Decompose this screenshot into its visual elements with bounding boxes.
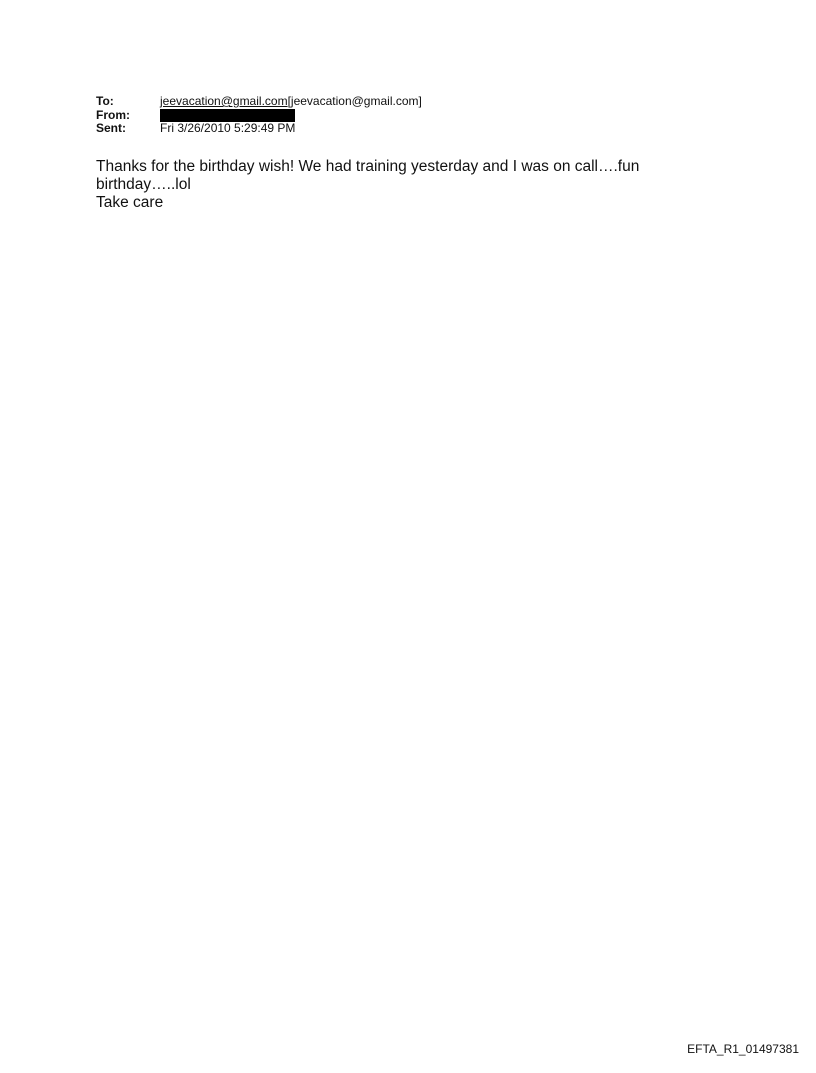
- sent-label: Sent:: [96, 121, 126, 135]
- from-label: From:: [96, 107, 130, 122]
- to-email-link[interactable]: jeevacation@gmail.com: [160, 94, 288, 108]
- sent-row: [96, 122, 422, 136]
- body-line-2: birthday…..lol: [96, 176, 191, 193]
- email-body: [96, 158, 696, 212]
- from-row: [96, 109, 422, 123]
- redaction-bar: [160, 109, 295, 122]
- email-header: [96, 95, 422, 136]
- to-value: [160, 95, 422, 109]
- document-id: EFTA_R1_01497381: [687, 1042, 799, 1056]
- body-line-1: Thanks for the birthday wish! We had training yesterday and I was on call….fun: [96, 158, 640, 175]
- sent-value: Fri 3/26/2010 5:29:49 PM: [160, 121, 296, 135]
- body-line-3: Take care: [96, 194, 164, 211]
- to-email-bracketed: [jeevacation@gmail.com]: [287, 94, 422, 108]
- to-label: To:: [96, 94, 114, 108]
- to-row: [96, 95, 422, 109]
